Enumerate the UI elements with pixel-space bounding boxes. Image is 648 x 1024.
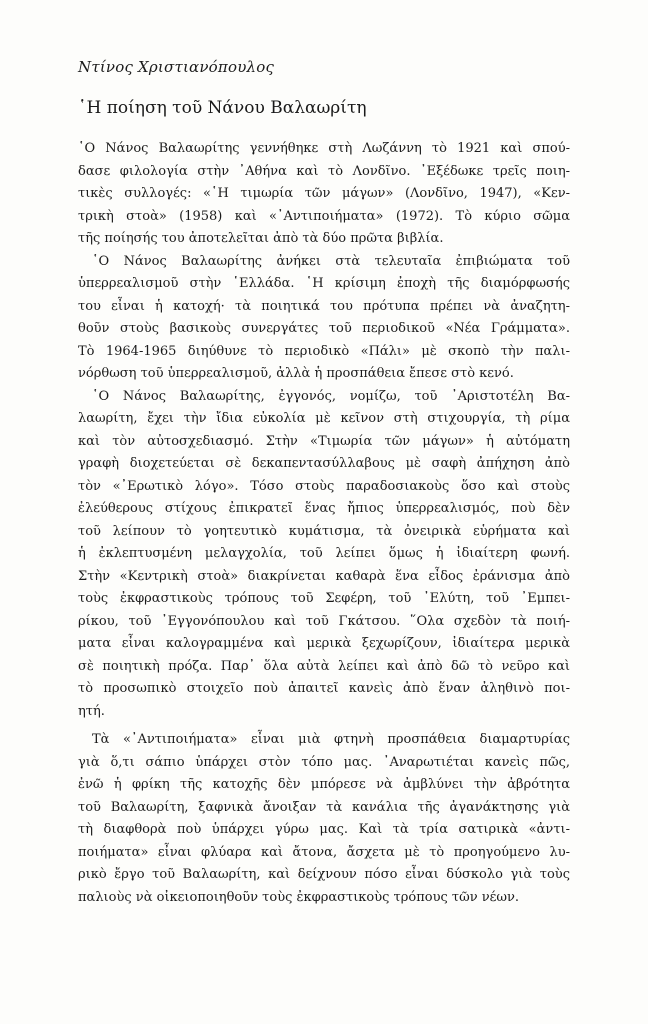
- text-line: Τὸ 1964-1965 διηύθυνε τὸ περιοδικὸ «Πάλι» μὲ σκοπὸ τὴν παλι-: [78, 343, 570, 359]
- text-line: Στὴν «Κεντρικὴ στοὰ» διακρίνεται καθαρὰ ἕνα εἶδος ἐράνισμα ἀπὸ: [78, 568, 570, 584]
- text-line: ἐνῶ ἡ φρίκη τῆς κατοχῆς δὲν μπόρεσε νὰ ἀμβλύνει τὴν ἀβρότητα: [78, 777, 570, 792]
- text-line: τικὲς συλλογές: «῾Η τιμωρία τῶν μάγων» (Λονδῖνο, 1947), «Κεν-: [78, 186, 570, 201]
- text-line: τὸν «᾿Ερωτικὸ λόγο». Τόσο στοὺς παραδοσιακοὺς ὅσο καὶ στοὺς: [78, 478, 570, 494]
- text-line: Τὰ «᾿Αντιποιήματα» εἶναι μιὰ φτηνὴ προσπάθεια διαμαρτυρίας: [92, 732, 570, 747]
- text-line: τρικὴ στοὰ» (1958) καὶ «᾿Αντιποιήματα» (1972). Τὸ κύριο σῶμα: [78, 208, 570, 224]
- text-line: ἐλεύθερους στίχους ἐπικρατεῖ ἕνας ἤπιος ὑπερρεαλισμός, ποὺ δὲν: [78, 501, 570, 516]
- text-line: ματα εἶναι καλογραμμένα καὶ μερικὰ ξεχωρίζουν, ἰδιαίτερα μερικὰ: [78, 636, 570, 651]
- text-line: δασε φιλολογία στὴν ᾿Αθήνα καὶ τὸ Λονδῖνο. ᾿Εξέδωκε τρεῖς ποιη-: [78, 163, 570, 179]
- essay-body: [78, 138, 570, 909]
- text-line: παλιοὺς νὰ οἰκειοποιηθοῦν τοὺς ἐκφραστικοὺς τρόπους τῶν νέων.: [78, 889, 520, 905]
- text-line: καὶ τὸν αὐτοσχεδιασμό. Στὴν «Τιμωρία τῶν μάγων» ἡ αὐτόματη: [78, 433, 570, 449]
- text-line: ρικὸ ἔργο τοῦ Βαλαωρίτη, καὶ δείχνουν πόσο εἶναι δύσκολο γιὰ τοὺς: [78, 867, 570, 882]
- text-line: νόρθωση τοῦ ὑπερρεαλισμοῦ, ἀλλὰ ἡ προσπάθεια ἔπεσε στὸ κενό.: [78, 366, 514, 381]
- text-line: σὲ ποιητικὴ πρόζα. Παρ᾿ ὅλα αὐτὰ λείπει καὶ ἀπὸ δῶ τὸ νεῦρο καὶ: [78, 658, 570, 674]
- text-line: ὑπερρεαλισμοῦ στὴν ῾Ελλάδα. ῾Η κρίσιμη ἐποχὴ τῆς διαμόρφωσής: [78, 276, 570, 291]
- text-line: τὸ προσωπικὸ στοιχεῖο ποὺ ἀπαιτεῖ κανεὶς ἀπὸ ἕναν ἀληθινὸ ποι-: [78, 681, 570, 696]
- text-line: ρίκου, τοῦ ᾿Εγγονόπουλου καὶ τοῦ Γκάτσου. ῞Ολα σχεδὸν τὰ ποιή-: [78, 613, 570, 629]
- text-line: ῾Ο Νάνος Βαλαωρίτης ἀνήκει στὰ τελευταῖα ἐπιβιώματα τοῦ: [92, 253, 570, 269]
- text-line: τὴ διαφθορὰ ποὺ ὑπάρχει γύρω μας. Καὶ τὰ τρία σατιρικὰ «ἀντι-: [78, 822, 570, 837]
- author-name: Ντίνος Χριστιανόπουλος: [78, 58, 275, 76]
- text-line: ητή.: [78, 703, 105, 719]
- text-line: τοῦ Βαλαωρίτη, ξαφνικὰ ἄνοιξαν τὰ κανάλια τῆς ἀγανάκτησης γιὰ: [78, 799, 570, 815]
- text-line: του εἶναι ἡ κατοχή· τὰ ποιητικά του πρότυπα πρέπει νὰ ἀναζητη-: [78, 298, 570, 314]
- text-line: λαωρίτη, ἔχει τὴν ἴδια εὐκολία μὲ κεῖνον στὴ στιχουργία, τὴ ρίμα: [78, 411, 570, 426]
- text-line: γιὰ ὅ,τι σάπιο ὑπάρχει στὸν τόπο μας. ᾿Αναρωτιέται κανεὶς πῶς,: [78, 754, 570, 770]
- text-line: ῾Ο Νάνος Βαλαωρίτης, ἐγγονός, νομίζω, τοῦ ᾿Αριστοτέλη Βα-: [92, 388, 570, 404]
- text-line: ῾Ο Νάνος Βαλαωρίτης γεννήθηκε στὴ Λωζάννη τὸ 1921 καὶ σπού-: [78, 141, 570, 156]
- text-line: τῆς ποίησής του ἀποτελεῖται ἀπὸ τὰ δύο πρῶτα βιβλία.: [78, 231, 444, 246]
- text-line: ποιήματα» εἶναι φλύαρα καὶ ἄτονα, ἄσχετα μὲ τὸ προηγούμενο λυ-: [78, 844, 570, 860]
- text-line: θοῦν στοὺς βασικοὺς συνεργάτες τοῦ περιοδικοῦ «Νέα Γράμματα».: [78, 321, 570, 336]
- text-line: ἡ ἐκλεπτυσμένη μελαγχολία, τοῦ λείπει ὅμως ἡ ἰδιαίτερη φωνή.: [78, 546, 570, 561]
- text-line: τοῦ λείπουν τὸ γοητευτικὸ κυμάτισμα, τὰ ὀνειρικὰ εὑρήματα καὶ: [78, 523, 570, 539]
- text-line: τοὺς ἐκφραστικοὺς τρόπους τοῦ Σεφέρη, τοῦ ᾿Ελύτη, τοῦ ᾿Εμπει-: [78, 591, 570, 606]
- essay-title: ῾Η ποίηση τοῦ Νάνου Βαλαωρίτη: [78, 98, 367, 118]
- text-line: γραφὴ διοχετεύεται σὲ δεκαπεντασύλλαβους μὲ σαφὴ ἀπήχηση ἀπὸ: [78, 456, 570, 471]
